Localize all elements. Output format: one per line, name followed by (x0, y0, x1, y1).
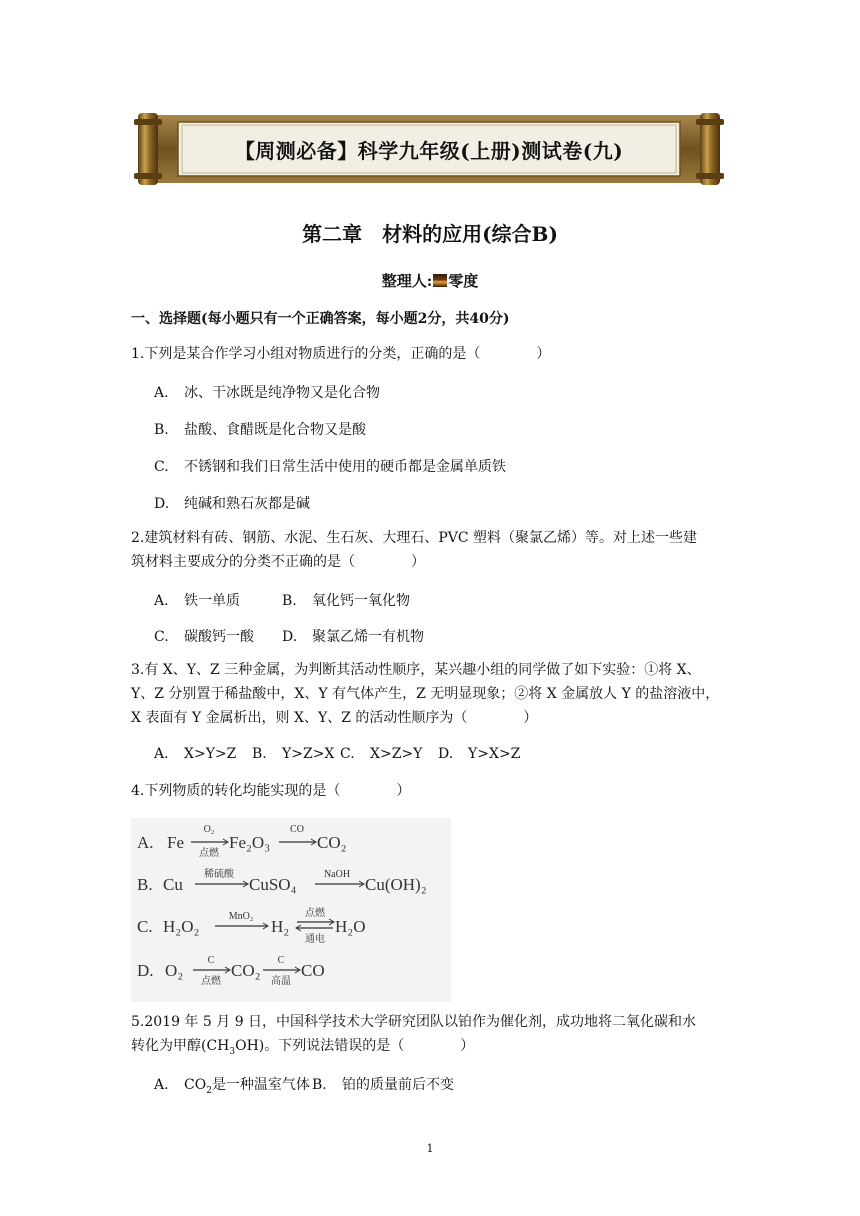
stem-text: 转化为甲醇(CH (131, 1038, 230, 1054)
stem-line (131, 1034, 731, 1064)
product: H₂O (335, 917, 366, 936)
chapter-heading: 第二章 材料的应用(综合B) (302, 222, 558, 246)
q4-row-a (137, 824, 347, 859)
question-5-stem (131, 1010, 731, 1064)
stem-line: 2.建筑材料有砖、钢筋、水泥、生石灰、大理石、PVC 塑料（聚氯乙烯）等。对上述一些建 (131, 530, 698, 546)
option-label: C. (340, 746, 355, 762)
option-text: 聚氯乙烯一有机物 (312, 629, 424, 645)
option-text: 氧化钙一氧化物 (312, 593, 410, 609)
option-label: C. (154, 459, 169, 475)
option-text: 不锈钢和我们日常生活中使用的硬币都是金属单质铁 (184, 459, 506, 475)
row-label: D. (137, 961, 154, 980)
q1-option-c (154, 456, 506, 476)
option-text: 盐酸、食醋既是化合物又是酸 (184, 422, 366, 438)
option-label: D. (282, 629, 298, 645)
title-banner (134, 113, 724, 185)
intermediate: CO₂ (231, 961, 261, 980)
q1-option-d (154, 493, 310, 513)
sunset-image (433, 274, 447, 287)
q4-row-d (137, 955, 325, 987)
question-1-stem: 1.下列是某合作学习小组对物质进行的分类，正确的是（ ） (131, 346, 551, 362)
organizer-line (0, 270, 860, 291)
option-label: D. (154, 496, 170, 512)
stem-line: 3.有 X、Y、Z 三种金属，为判断其活动性顺序，某兴趣小组的同学做了如下实验：①将 X、 (131, 662, 701, 678)
question-4-stem: 4.下列物质的转化均能实现的是（ ） (131, 783, 411, 799)
condition-top: C (277, 955, 285, 966)
option-label: A. (154, 385, 169, 401)
stem-line: 筑材料主要成分的分类不正确的是（ ） (131, 554, 425, 570)
condition-top: CO (290, 824, 304, 835)
reactant: H₂O₂ (163, 917, 200, 936)
condition-bottom: 点燃 (199, 848, 219, 859)
question-3-stem (131, 658, 731, 730)
option-text: 铂的质量前后不变 (342, 1077, 454, 1093)
option-text: 碳酸钙一酸 (184, 629, 254, 645)
test-title: 【周测必备】科学九年级(上册)测试卷(九) (234, 139, 624, 163)
condition-bottom: 通电 (305, 934, 325, 945)
option-text: X>Y>Z (184, 746, 237, 762)
option-text: X>Z>Y (370, 746, 423, 762)
option-label: B. (154, 422, 169, 438)
q3-options (154, 746, 520, 762)
q1-option-b (154, 419, 366, 439)
q2-options-row-1 (154, 590, 410, 610)
option-label: B. (312, 1077, 327, 1093)
option-label: B. (282, 593, 297, 609)
option-text: 纯碱和熟石灰都是碱 (184, 496, 310, 512)
product: CO (301, 961, 325, 980)
section-heading: 一、选择题(每小题只有一个正确答案，每小题2分，共40分) (131, 311, 510, 327)
condition-top: C (207, 955, 215, 966)
option-text: Y>X>Z (468, 746, 521, 762)
formula: CO (184, 1077, 207, 1093)
option-label: B. (252, 746, 267, 762)
reactant: O₂ (165, 961, 184, 980)
row-label: B. (137, 875, 153, 894)
q4-row-b (137, 867, 427, 894)
organizer-label: 整理人: (381, 272, 433, 290)
option-label: A. (154, 593, 169, 609)
question-2-stem (131, 526, 731, 574)
row-label: C. (137, 917, 153, 936)
subscript: 2 (206, 1085, 212, 1096)
option-text (184, 1074, 312, 1096)
condition-top: MnO₂ (228, 911, 254, 922)
option-text-rest: 是一种温室气体 (211, 1077, 310, 1093)
stem-line: Y、Z 分别置于稀盐酸中，X、Y 有气体产生，Z 无明显现象；②将 X 金属放人 Y 的盐溶液中， (131, 686, 720, 702)
organizer-name: 零度 (448, 272, 479, 290)
reactant: Fe (167, 833, 184, 852)
option-label: C. (154, 629, 169, 645)
product: Cu(OH)₂ (365, 875, 427, 894)
stem-text: OH)。下列说法错误的是（ ） (235, 1038, 475, 1054)
intermediate: CuSO₄ (249, 875, 297, 894)
row-label: A. (137, 833, 154, 852)
condition-top: 点燃 (305, 908, 325, 919)
condition-bottom: 高温 (271, 976, 291, 987)
subscript: 3 (229, 1046, 236, 1057)
q4-options-image (131, 818, 451, 1002)
option-text: 冰、干冰既是纯净物又是化合物 (184, 385, 380, 401)
condition-top: 稀硫酸 (204, 869, 234, 880)
condition-top: O₂ (203, 824, 215, 835)
option-label: A. (154, 746, 169, 762)
option-text: Y>Z>X (282, 746, 335, 762)
intermediate: H₂ (271, 917, 290, 936)
option-text: 铁一单质 (184, 593, 240, 609)
q4-row-c (137, 906, 365, 945)
condition-top: NaOH (323, 869, 351, 880)
stem-line: X 表面有 Y 金属析出，则 X、Y、Z 的活动性顺序为（ ） (131, 710, 538, 726)
intermediate: Fe₂O₃ (229, 833, 271, 852)
product: CO₂ (317, 833, 347, 852)
condition-bottom: 点燃 (201, 976, 221, 987)
stem-line: 5.2019 年 5 月 9 日，中国科学技术大学研究团队以铂作为催化剂，成功地将二氧化碳和水 (131, 1014, 697, 1030)
option-label: A. (154, 1077, 169, 1093)
page-number: 1 (426, 1142, 434, 1155)
q2-options-row-2 (154, 626, 424, 646)
option-label: D. (438, 746, 454, 762)
q1-option-a (154, 382, 380, 402)
reactant: Cu (163, 875, 183, 894)
q5-options (154, 1074, 454, 1096)
